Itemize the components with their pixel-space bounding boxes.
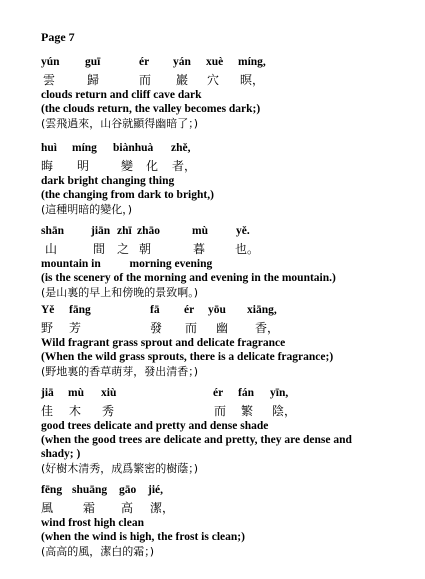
- pinyin-syllable: mù: [68, 387, 84, 399]
- pinyin-line: [41, 304, 333, 319]
- pinyin-syllable: jié,: [148, 484, 164, 496]
- hanzi-line: [41, 319, 333, 336]
- pinyin-syllable: fā: [150, 304, 160, 316]
- chinese-paraphrase: (高高的風，潔白的霜；): [41, 545, 155, 558]
- gloss-line: Wild fragrant grass sprout and delicate fragrance: [41, 337, 286, 349]
- pinyin-syllable: fāng: [69, 304, 91, 316]
- pinyin-syllable: jiān: [91, 225, 111, 237]
- hanzi-line: [41, 499, 245, 516]
- gloss-line: good trees delicate and pretty and dense shade: [41, 420, 269, 432]
- hanzi-char: 歸: [87, 73, 100, 87]
- pinyin-syllable: míng: [72, 142, 97, 154]
- hanzi-char: 風: [41, 501, 54, 515]
- translation-line: (when the good trees are delicate and pretty, they are dense and shady; ): [41, 434, 352, 460]
- pinyin-syllable: mù: [192, 225, 208, 237]
- pinyin-syllable: zhāo: [137, 225, 160, 237]
- pinyin-syllable: yīn,: [270, 387, 289, 399]
- hanzi-char: 變: [121, 159, 134, 173]
- stanza-3: [41, 225, 336, 301]
- pinyin-syllable: yún: [41, 56, 60, 68]
- pinyin-syllable: míng,: [238, 56, 266, 68]
- pinyin-syllable: fēng: [41, 484, 63, 496]
- hanzi-char: 芳: [69, 321, 82, 335]
- hanzi-char: 霜: [83, 501, 96, 515]
- hanzi-char: 雲: [43, 73, 56, 87]
- hanzi-char: 晦: [41, 159, 54, 173]
- hanzi-char: 朝: [139, 242, 152, 256]
- stanza-4: [41, 304, 333, 380]
- hanzi-char: 木: [69, 404, 82, 418]
- gloss-line: wind frost high clean: [41, 517, 144, 529]
- hanzi-char: 而: [139, 73, 152, 87]
- gloss-line: dark bright changing thing: [41, 175, 175, 187]
- chinese-paraphrase: (雲飛過來，山谷就顯得幽暗了；): [41, 117, 199, 130]
- hanzi-char: 繁: [241, 404, 254, 418]
- pinyin-line: [41, 56, 266, 71]
- hanzi-char: 山: [45, 242, 58, 256]
- hanzi-line: [41, 402, 385, 419]
- hanzi-char: 巖: [176, 73, 189, 87]
- pinyin-syllable: ér: [184, 304, 195, 316]
- hanzi-char: 潔，: [150, 501, 175, 515]
- chinese-paraphrase: (是山裏的早上和傍晚的景致啊。): [41, 286, 199, 299]
- hanzi-char: 穴: [207, 73, 220, 87]
- pinyin-line: [41, 142, 214, 157]
- hanzi-line: [41, 240, 336, 257]
- hanzi-char: 化: [146, 159, 159, 173]
- pinyin-syllable: ér: [139, 56, 150, 68]
- stanza-6: [41, 484, 245, 560]
- gloss-line: clouds return and cliff cave dark: [41, 89, 202, 101]
- pinyin-syllable: xiāng,: [247, 304, 277, 316]
- stanza-2: [41, 142, 214, 218]
- stanza-1: [41, 56, 266, 132]
- pinyin-syllable: huì: [41, 142, 57, 154]
- chinese-paraphrase: (野地裏的香草萌芽，發出清香；): [41, 365, 199, 378]
- hanzi-char: 之: [117, 242, 130, 256]
- hanzi-char: 暮: [193, 242, 206, 256]
- translation-line: (When the wild grass sprouts, there is a delicate fragrance;): [41, 351, 334, 363]
- hanzi-char: 者，: [172, 159, 197, 173]
- hanzi-char: 發: [150, 321, 163, 335]
- pinyin-line: [41, 225, 336, 240]
- pinyin-syllable: guī: [85, 56, 101, 68]
- pinyin-syllable: yě.: [236, 225, 250, 237]
- chinese-paraphrase: (好樹木清秀，成爲繁密的樹蔭；): [41, 462, 199, 475]
- translation-line: (is the scenery of the morning and evening in the mountain.): [41, 272, 336, 284]
- pinyin-syllable: yōu: [208, 304, 226, 316]
- translation-line: (the changing from dark to bright,): [41, 189, 214, 201]
- page-number: Page 7: [41, 30, 75, 44]
- pinyin-syllable: jiā: [41, 387, 54, 399]
- hanzi-char: 佳: [41, 404, 54, 418]
- pinyin-syllable: gāo: [119, 484, 137, 496]
- hanzi-char: 暝，: [240, 73, 265, 87]
- hanzi-char: 間: [93, 242, 106, 256]
- hanzi-char: 秀: [102, 404, 115, 418]
- pinyin-line: [41, 484, 245, 499]
- hanzi-char: 陰，: [272, 404, 297, 418]
- stanza-5: [41, 387, 385, 477]
- pinyin-syllable: xuè: [206, 56, 224, 68]
- hanzi-char: 而: [185, 321, 198, 335]
- pinyin-syllable: zhī: [117, 225, 132, 237]
- pinyin-syllable: shān: [41, 225, 65, 237]
- gloss-line: mountain in morning evening: [41, 258, 213, 270]
- hanzi-line: [41, 71, 265, 88]
- translation-line: (when the wind is high, the frost is clean;): [41, 531, 245, 543]
- hanzi-char: 明: [77, 159, 90, 173]
- pinyin-syllable: biànhuà: [113, 142, 154, 154]
- hanzi-char: 野: [41, 321, 54, 335]
- pinyin-syllable: shuāng: [72, 484, 108, 496]
- pinyin-syllable: Yě: [41, 304, 55, 316]
- pinyin-syllable: xiù: [101, 387, 117, 399]
- pinyin-syllable: yán: [173, 56, 191, 68]
- pinyin-syllable: fán: [238, 387, 254, 399]
- pinyin-syllable: zhě,: [171, 142, 191, 154]
- chinese-paraphrase: (這種明暗的變化，): [41, 203, 133, 216]
- hanzi-line: [41, 157, 214, 174]
- hanzi-char: 幽: [216, 321, 229, 335]
- hanzi-char: 也。: [235, 242, 260, 256]
- hanzi-char: 香，: [255, 321, 280, 335]
- hanzi-char: 高: [121, 501, 134, 515]
- pinyin-syllable: ér: [213, 387, 224, 399]
- hanzi-char: 而: [214, 404, 227, 418]
- translation-line: (the clouds return, the valley becomes dark;): [41, 103, 261, 115]
- pinyin-line: [41, 387, 385, 402]
